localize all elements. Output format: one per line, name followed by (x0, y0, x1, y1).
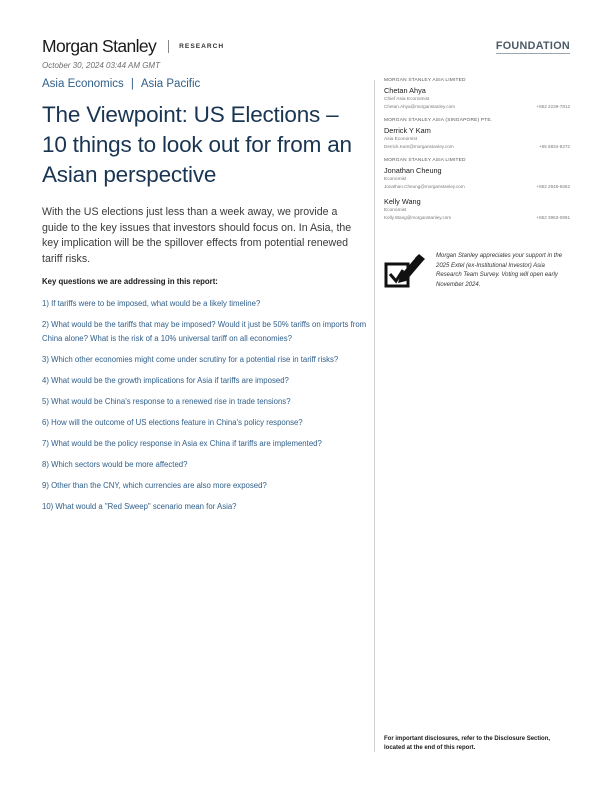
author-contact (384, 184, 570, 189)
author-name: Kelly Wang (384, 197, 421, 206)
author-card (384, 118, 570, 149)
author-phone: +65 6834-8272 (538, 144, 570, 149)
brand-header (42, 36, 224, 57)
foundation-badge: FOUNDATION (495, 40, 570, 52)
author-role: Chief Asia Economist (384, 97, 430, 102)
author-card (384, 78, 570, 109)
author-email[interactable]: Chetan.Ahya@morganstanley.com (384, 104, 455, 109)
survey-notice (384, 252, 570, 292)
author-name: Derrick Y Kam (384, 126, 431, 135)
research-label: RESEARCH (179, 43, 225, 50)
question-link[interactable]: 2) What would be the tariffs that may be imposed? Would it just be 50% tariffs on imports from China alone? What is the risk of a 10% universal tariff on all economies? (42, 320, 367, 343)
author-role: Economist (384, 177, 407, 182)
question-link[interactable]: 8) Which sectors would be more affected? (42, 459, 188, 469)
author-name: Jonathan Cheung (384, 166, 442, 175)
author-role: Asia Economist (384, 137, 418, 142)
checkbox-pencil-icon (384, 252, 426, 292)
question-link[interactable]: 1) If tariffs were to be imposed, what would be a likely timeline? (42, 299, 261, 308)
report-summary: With the US elections just less than a week away, we provide a guide to the key issues that investors should focus on. In Asia, the key implication will be the spillover effects from potential renewed tariff risks. (42, 206, 352, 265)
author-contact (384, 144, 570, 149)
disclosure-note: For important disclosures, refer to the Disclosure Section, located at the end of this report. (384, 736, 551, 751)
author-entity: MORGAN STANLEY ASIA LIMITED (384, 158, 466, 163)
author-card (384, 197, 570, 220)
region-secondary[interactable]: Asia Pacific (140, 78, 201, 90)
author-entity: MORGAN STANLEY ASIA (SINGAPORE) PTE. (384, 118, 493, 123)
author-email[interactable]: Jonathan.Cheung@morganstanley.com (384, 184, 465, 189)
brand-divider (168, 40, 169, 53)
author-contact (384, 215, 570, 220)
question-link[interactable]: 6) How will the outcome of US elections feature in China's policy response? (42, 417, 303, 427)
author-email[interactable]: Derrick.Kam@morganstanley.com (384, 144, 454, 149)
morgan-stanley-logo[interactable]: Morgan Stanley (42, 36, 157, 56)
author-email[interactable]: Kelly.Wang@morganstanley.com (384, 215, 452, 220)
question-link[interactable]: 4) What would be the growth implications for Asia if tariffs are imposed? (42, 375, 289, 385)
column-divider (374, 80, 375, 752)
question-link[interactable]: 9) Other than the CNY, which currencies are also more exposed? (42, 480, 267, 490)
question-link[interactable]: 5) What would be China's response to a renewed rise in trade tensions? (42, 396, 291, 406)
survey-text: Morgan Stanley appreciates your support in the 2025 Extel (ex-Institutional Investor) Asia Research Team Survey. Voting will open early November 2024. (436, 253, 563, 288)
author-name: Chetan Ahya (384, 86, 426, 95)
region-primary[interactable]: Asia Economics (42, 78, 124, 90)
author-phone: +852 3963-0891 (536, 215, 570, 220)
author-phone: +852 2239-7812 (536, 104, 570, 109)
report-title: The Viewpoint: US Elections – 10 things to look out for from an Asian perspective (42, 102, 352, 187)
region-line (42, 78, 200, 90)
authors-panel (384, 78, 570, 229)
author-phone: +852 2848-5652 (536, 184, 570, 189)
question-link[interactable]: 10) What would a "Red Sweep" scenario mean for Asia? (42, 501, 237, 511)
key-questions-list (42, 297, 367, 521)
region-separator: | (130, 78, 134, 90)
author-contact (384, 104, 570, 109)
question-link[interactable]: 3) Which other economies might come under scrutiny for a potential rise in tariff risks? (42, 354, 339, 364)
author-card (384, 158, 570, 189)
author-role: Economist (384, 208, 407, 213)
question-link[interactable]: 7) What would be the policy response in Asia ex China if tariffs are implemented? (42, 438, 322, 448)
author-entity: MORGAN STANLEY ASIA LIMITED (384, 78, 466, 83)
publish-date: October 30, 2024 03:44 AM GMT (42, 61, 160, 70)
key-questions-heading: Key questions we are addressing in this report: (42, 277, 218, 286)
